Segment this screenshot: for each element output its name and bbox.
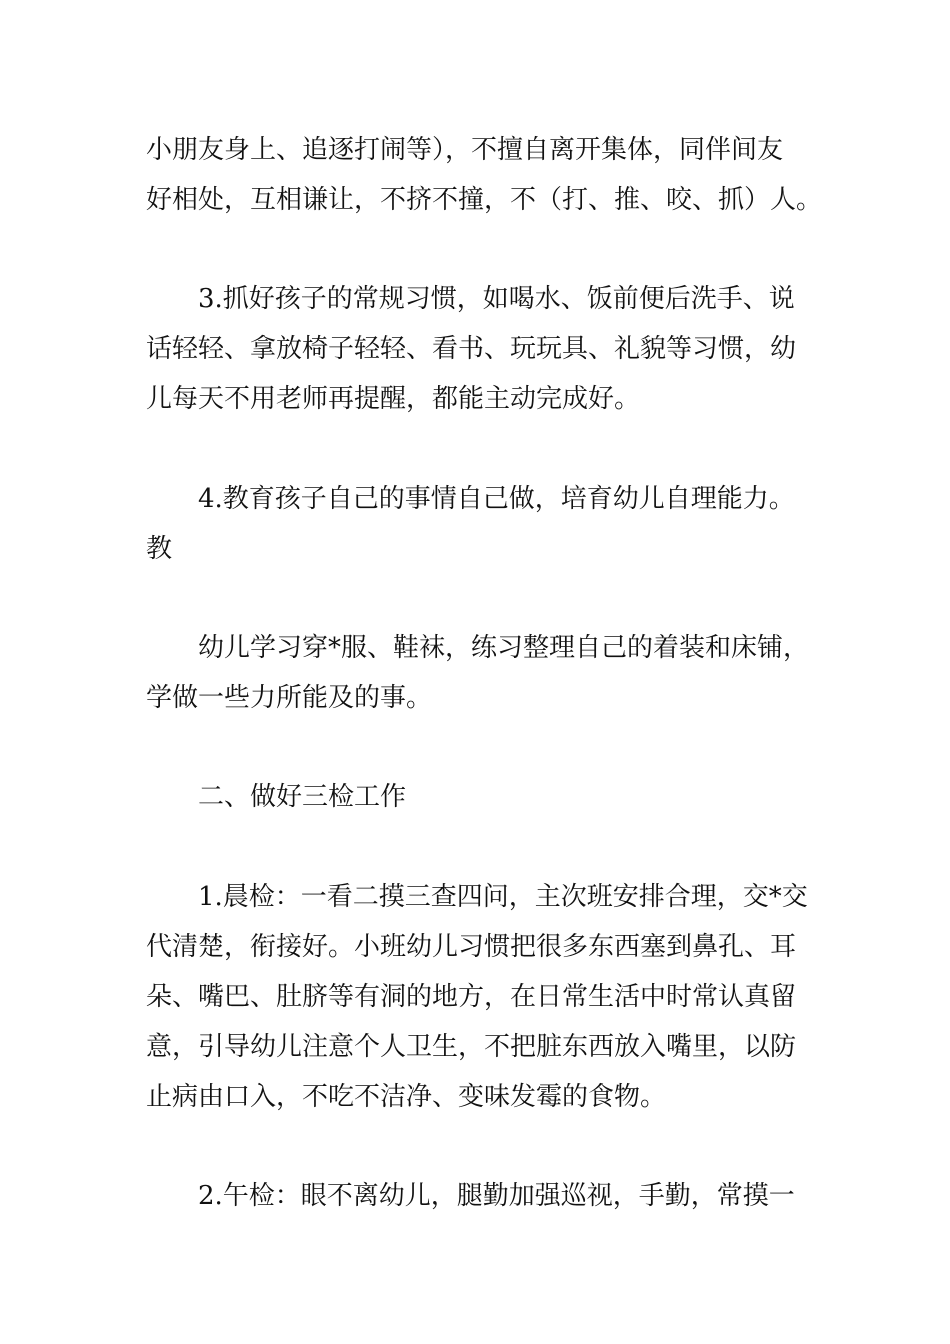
paragraph-4-line-1: 幼儿学习穿*服、鞋袜，练习整理自己的着装和床铺，	[198, 633, 810, 663]
section-heading: 二、做好三检工作	[198, 782, 407, 812]
paragraph-7-line-1: 2.午检：眼不离幼儿，腿勤加强巡视，手勤，常摸一	[198, 1181, 795, 1211]
paragraph-6-line-3: 朵、嘴巴、肚脐等有洞的地方，在日常生活中时常认真留	[146, 982, 797, 1012]
paragraph-6-line-2: 代清楚，衔接好。小班幼儿习惯把很多东西塞到鼻孔、耳	[146, 932, 797, 962]
paragraph-6-line-4: 意，引导幼儿注意个人卫生，不把脏东西放入嘴里，以防	[146, 1032, 797, 1062]
paragraph-6-line-1: 1.晨检：一看二摸三查四问，主次班安排合理，交*交	[198, 882, 808, 912]
paragraph-2-line-1: 3.抓好孩子的常规习惯，如喝水、饭前便后洗手、说	[198, 284, 795, 314]
paragraph-2-line-2: 话轻轻、拿放椅子轻轻、看书、玩玩具、礼貌等习惯，幼	[146, 334, 797, 364]
paragraph-3-line-2: 教	[146, 534, 173, 564]
paragraph-3-line-1: 4.教育孩子自己的事情自己做，培育幼儿自理能力。	[198, 484, 795, 514]
paragraph-2-line-3: 儿每天不用老师再提醒，都能主动完成好。	[146, 384, 641, 414]
paragraph-6-line-5: 止病由口入，不吃不洁净、变味发霉的食物。	[146, 1082, 667, 1112]
paragraph-1-line-2: 好相处，互相谦让，不挤不撞，不（打、推、咬、抓）人。	[146, 185, 823, 215]
paragraph-4-line-2: 学做一些力所能及的事。	[146, 683, 433, 713]
paragraph-1-line-1: 小朋友身上、追逐打闹等），不擅自离开集体，同伴间友	[146, 135, 784, 165]
